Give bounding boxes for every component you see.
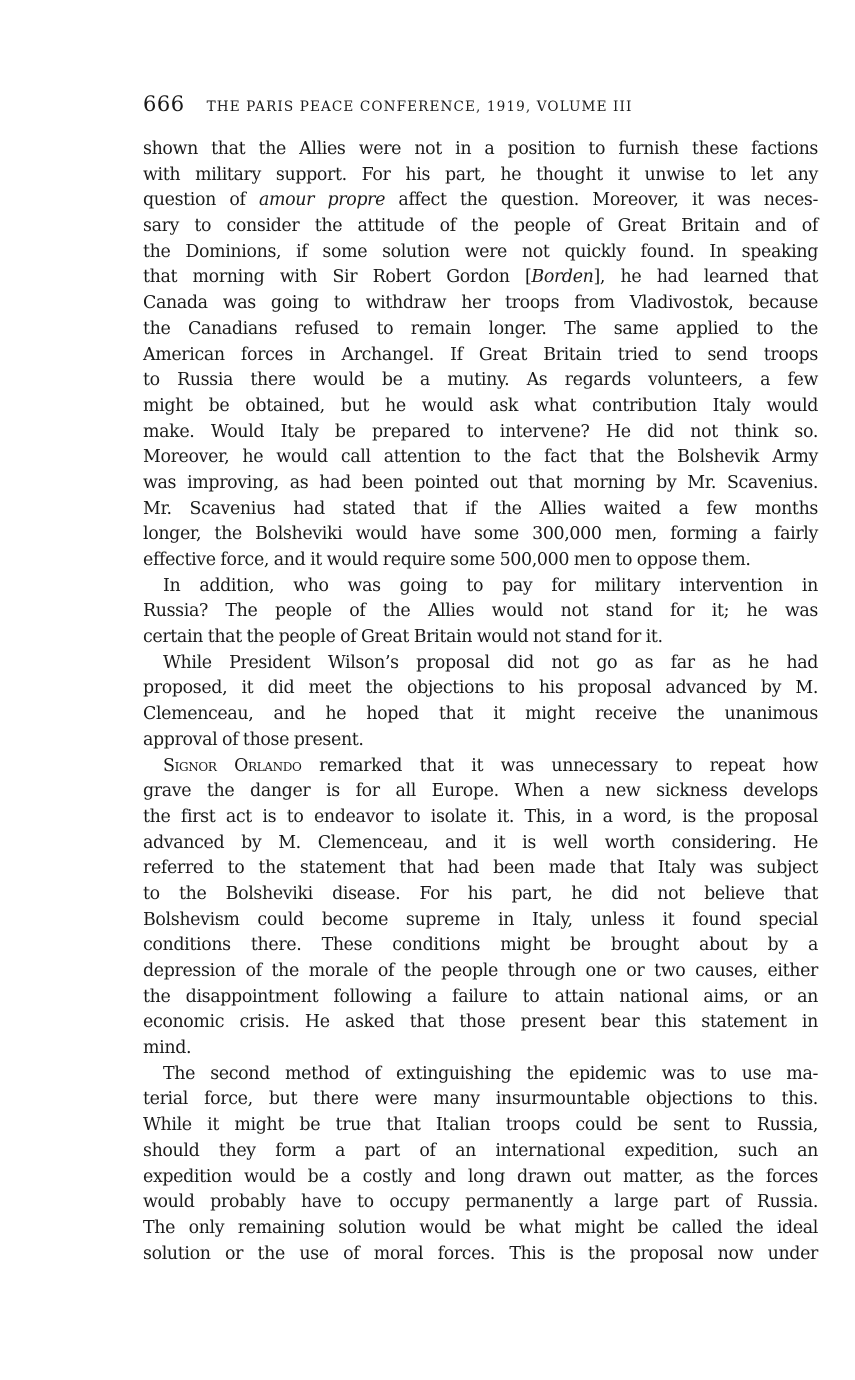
text-line: While it might be true that Italian troops could be sent to Russia, bbox=[143, 1115, 818, 1136]
paragraph bbox=[143, 754, 818, 1062]
text-line: referred to the statement that had been made that Italy was subject bbox=[143, 858, 818, 879]
text-line: to the Bolsheviki disease. For his part, he did not believe that bbox=[143, 883, 818, 904]
paragraph bbox=[143, 1062, 818, 1268]
speaker-name: Signor Orlando bbox=[163, 755, 302, 776]
text-line: advanced by M. Clemenceau, and it is well worth considering. He bbox=[143, 832, 818, 853]
text-line: proposed, it did meet the objections to his proposal advanced by M. bbox=[143, 678, 818, 699]
text-line: the Dominions, if some solution were not quickly found. In speaking bbox=[143, 241, 818, 262]
text-line: the first act is to endeavor to isolate it. This, in a word, is the proposal bbox=[143, 806, 818, 827]
text-line: economic crisis. He asked that those present bear this statement in bbox=[143, 1012, 818, 1033]
text-line: sary to consider the attitude of the people of Great Britain and of bbox=[143, 216, 818, 237]
paragraph bbox=[143, 137, 818, 574]
page-header bbox=[143, 92, 818, 116]
text-line: should they form a part of an international expedition, such an bbox=[143, 1140, 818, 1161]
text-line: certain that the people of Great Britain would not stand for it. bbox=[143, 627, 663, 648]
text-line: Clemenceau, and he hoped that it might receive the unanimous bbox=[143, 704, 818, 725]
text-line: make. Would Italy be prepared to intervene? He did not think so. bbox=[143, 421, 818, 442]
text-line: that morning with Sir Robert Gordon [Borden], he had learned that bbox=[143, 267, 818, 288]
running-head: THE PARIS PEACE CONFERENCE, 1919, VOLUME III bbox=[206, 99, 633, 115]
text-line: grave the danger is for all Europe. When a new sickness develops bbox=[143, 781, 818, 802]
text-line: depression of the morale of the people through one or two causes, either bbox=[143, 961, 818, 981]
text-line: longer, the Bolsheviki would have some 300,000 men, forming a fairly bbox=[143, 524, 818, 545]
text-line: solution or the use of moral forces. This is the proposal now under bbox=[143, 1243, 818, 1264]
text-line: the Canadians refused to remain longer. The same applied to the bbox=[143, 318, 818, 339]
page-number: 666 bbox=[143, 92, 185, 116]
text-line: the disappointment following a failure to attain national aims, or an bbox=[143, 986, 818, 1007]
text-line: In addition, who was going to pay for military intervention in bbox=[163, 575, 818, 596]
text-line: might be obtained, but he would ask what contribution Italy would bbox=[143, 395, 818, 416]
text-line: was improving, as had been pointed out that morning by Mr. Scavenius. bbox=[143, 472, 818, 493]
text-line: Signor Orlando remarked that it was unnecessary to repeat how bbox=[163, 755, 818, 776]
text-line: The only remaining solution would be what might be called the ideal bbox=[143, 1217, 818, 1238]
text-line: Bolshevism could become supreme in Italy, unless it found special bbox=[143, 909, 818, 930]
text-line: mind. bbox=[143, 1038, 192, 1059]
text-line: While President Wilson’s proposal did not go as far as he had bbox=[163, 652, 818, 673]
text-line: Moreover, he would call attention to the fact that the Bolshevik Army bbox=[143, 447, 818, 468]
text-line: conditions there. These conditions might be brought about by a bbox=[143, 935, 818, 956]
body-text bbox=[143, 137, 818, 1267]
text-line: would probably have to occupy permanently a large part of Russia. bbox=[143, 1192, 818, 1213]
text-line: Mr. Scavenius had stated that if the Allies waited a few months bbox=[143, 498, 818, 519]
text-line: effective force, and it would require some 500,000 men to oppose them. bbox=[143, 550, 751, 570]
text-line: terial force, but there were many insurmountable objections to this. bbox=[143, 1089, 818, 1110]
text-line: shown that the Allies were not in a position to furnish these factions bbox=[143, 139, 818, 159]
text-line: expedition would be a costly and long drawn out matter, as the forces bbox=[143, 1166, 818, 1187]
paragraph bbox=[143, 574, 818, 651]
text-line: Russia? The people of the Allies would not stand for it; he was bbox=[143, 601, 818, 622]
text-line: with military support. For his part, he thought it unwise to let any bbox=[143, 164, 818, 185]
text-line: The second method of extinguishing the epidemic was to use ma- bbox=[163, 1063, 818, 1084]
text-line: Canada was going to withdraw her troops from Vladivostok, because bbox=[143, 293, 818, 314]
text-line: question of amour propre affect the question. Moreover, it was neces- bbox=[143, 190, 818, 211]
text-line: American forces in Archangel. If Great Britain tried to send troops bbox=[143, 344, 818, 365]
paragraph bbox=[143, 651, 818, 754]
text-line: approval of those present. bbox=[143, 729, 364, 750]
text-line: to Russia there would be a mutiny. As regards volunteers, a few bbox=[143, 370, 818, 391]
